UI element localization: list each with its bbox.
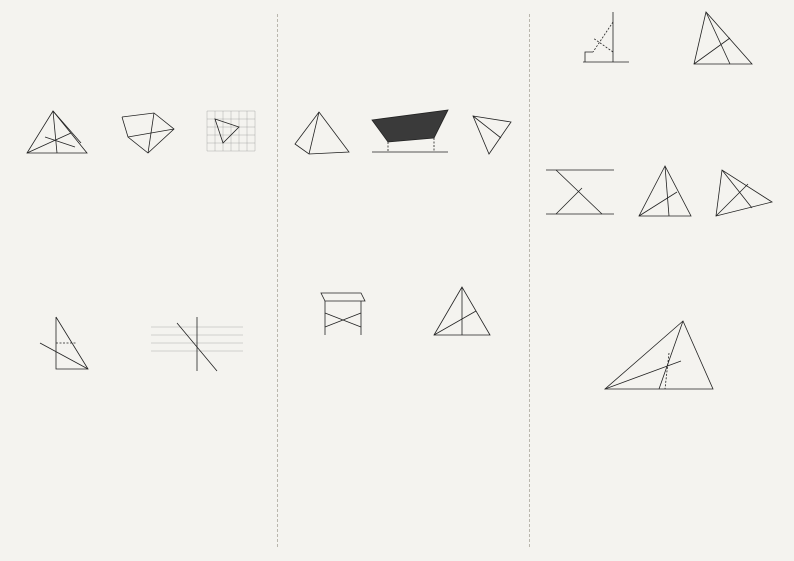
option: [141, 96, 207, 105]
question-text: [534, 263, 784, 272]
option: [464, 189, 525, 198]
page-subtitle: [10, 32, 272, 49]
question-text: [534, 101, 784, 110]
question-text: [534, 91, 784, 100]
question-text: [10, 76, 272, 85]
option: [76, 302, 142, 311]
option: [282, 57, 403, 66]
column-right: [534, 6, 784, 555]
figure: [147, 313, 247, 383]
triangle-figure: [690, 8, 756, 70]
option: [141, 302, 207, 311]
figure: [430, 283, 494, 347]
answer-options: [282, 230, 524, 248]
section-heading-fill: [282, 251, 524, 260]
figure: [36, 313, 96, 383]
question-text: [10, 292, 272, 301]
option: [10, 190, 76, 199]
triangle-figure: [465, 108, 517, 158]
question-text: [282, 47, 524, 56]
question-text: [282, 16, 524, 25]
triangle-figure: [430, 283, 494, 339]
option: [282, 230, 403, 239]
option: [464, 97, 525, 106]
question-text: [10, 251, 272, 260]
question-text: [282, 390, 524, 399]
question-text: [10, 66, 272, 75]
question-text: [534, 233, 784, 242]
option: [10, 96, 76, 105]
question-text: [10, 86, 272, 95]
answer-options: [10, 190, 272, 199]
option: [343, 189, 404, 198]
triangle-figure: [712, 162, 776, 222]
figure-row: [10, 107, 272, 167]
question-text: [534, 253, 784, 262]
question-text: [282, 37, 524, 46]
option: [282, 97, 343, 106]
figure: [465, 108, 517, 166]
answer-options: [10, 96, 272, 105]
question-text: [534, 306, 784, 315]
option: [282, 66, 403, 75]
option: [282, 239, 403, 248]
question-text: [282, 360, 524, 369]
figure: [690, 8, 756, 78]
question-text: [10, 396, 272, 405]
option: [10, 230, 141, 239]
answer-options: [282, 26, 524, 35]
question-text: [282, 370, 524, 379]
question-text: [534, 296, 784, 305]
figure: [118, 107, 178, 167]
answer-options: [282, 57, 524, 75]
figure: [368, 108, 452, 166]
question-text: [534, 131, 784, 140]
option: [403, 97, 464, 106]
option: [141, 271, 207, 280]
figure: [203, 107, 259, 167]
question-text: [10, 261, 272, 270]
answer-options: [10, 271, 272, 280]
column-middle: [282, 6, 524, 555]
shaded-region-figure: [368, 108, 452, 158]
option: [403, 57, 524, 66]
page-title: [10, 12, 272, 30]
option: [141, 230, 272, 239]
option: [403, 230, 524, 239]
question-text: [10, 170, 272, 179]
question-text: [282, 77, 524, 86]
question-text: [282, 210, 524, 219]
figure: [712, 162, 776, 230]
question-text: [282, 272, 524, 281]
grid-figure: [203, 107, 259, 159]
figure-row: [534, 8, 784, 78]
question-text: [10, 180, 272, 189]
option: [76, 96, 142, 105]
quadrilateral-figure: [289, 108, 355, 158]
question-text: [282, 380, 524, 389]
figure-row: [10, 313, 272, 383]
triangle-figure: [635, 162, 695, 222]
question-text: [10, 282, 272, 291]
figure-row: [282, 283, 524, 347]
question-text: [534, 273, 784, 282]
ruler-figure: [147, 313, 247, 375]
option: [403, 239, 524, 248]
figure: [289, 108, 355, 166]
question-text: [534, 151, 784, 160]
section-heading-choice: [10, 55, 272, 64]
option: [403, 26, 464, 35]
figure: [599, 317, 719, 403]
column-left: [10, 6, 272, 555]
question-text: [534, 111, 784, 120]
question-text: [282, 87, 524, 96]
option: [343, 97, 404, 106]
figure: [563, 8, 633, 78]
stool-figure: [313, 283, 369, 339]
right-triangle-figure: [36, 313, 96, 375]
question-text: [534, 141, 784, 150]
option: [76, 271, 142, 280]
triangle-figure: [23, 107, 93, 159]
question-text: [282, 350, 524, 359]
option: [207, 190, 273, 199]
figure-row: [534, 162, 784, 230]
option: [207, 271, 273, 280]
question-text: [534, 121, 784, 130]
triangle-figure: [599, 317, 719, 395]
figure: [635, 162, 695, 230]
question-text: [10, 211, 272, 220]
option: [10, 271, 76, 280]
section-heading-solve: [534, 285, 784, 294]
question-text: [282, 169, 524, 178]
option: [10, 302, 76, 311]
parallel-lines-figure: [542, 162, 618, 222]
answer-options: [282, 189, 524, 198]
question-text: [282, 262, 524, 271]
option: [282, 26, 343, 35]
option: [207, 302, 273, 311]
question-text: [282, 220, 524, 229]
option: [141, 221, 272, 230]
folded-figure: [118, 107, 178, 159]
answer-options: [282, 97, 524, 106]
answer-options: [10, 221, 272, 239]
question-text: [282, 200, 524, 209]
option: [282, 189, 343, 198]
figure: [313, 283, 369, 347]
figure: [23, 107, 93, 167]
question-text: [534, 243, 784, 252]
option: [343, 26, 404, 35]
option: [207, 96, 273, 105]
figure-row: [282, 108, 524, 166]
figure: [542, 162, 618, 230]
option: [403, 66, 524, 75]
question-text: [10, 201, 272, 210]
stair-figure: [563, 8, 633, 70]
column-divider: [277, 14, 278, 547]
question-text: [282, 179, 524, 188]
question-text: [10, 241, 272, 250]
question-text: [10, 406, 272, 415]
figure-row: [534, 317, 784, 403]
option: [76, 190, 142, 199]
question-text: [534, 81, 784, 90]
question-text: [282, 6, 524, 15]
option: [10, 221, 141, 230]
column-divider: [529, 14, 530, 547]
question-text: [282, 400, 524, 409]
option: [141, 190, 207, 199]
option: [464, 26, 525, 35]
option: [403, 189, 464, 198]
answer-options: [10, 302, 272, 311]
question-text: [10, 386, 272, 395]
